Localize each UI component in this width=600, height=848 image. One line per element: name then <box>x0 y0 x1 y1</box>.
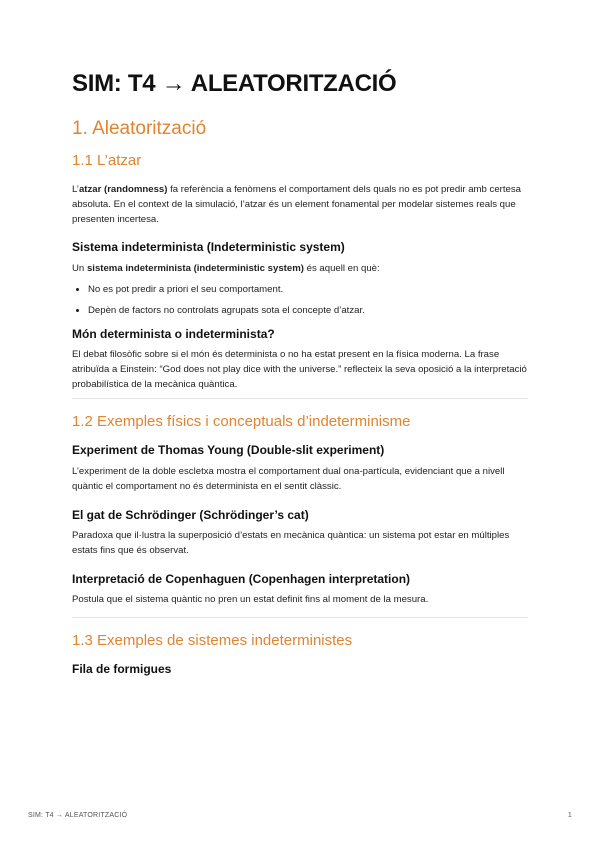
paragraph-atzar: L’atzar (randomness) fa referència a fenòmens el comportament dels quals no es pot predir amb certesa absoluta. En el context de la simulació, l’atzar és un element fonamental per modelar sistemes reals que presenten incertesa. <box>72 184 521 226</box>
document-title: SIM: T4 → ALEATORITZACIÓ <box>72 70 397 97</box>
bullet-list <box>72 282 528 318</box>
heading-copenhaguen: Interpretació de Copenhaguen (Copenhagen interpretation) <box>72 571 411 586</box>
subsection-heading-exemples-fisics: 1.2 Exemples físics i conceptuals d’indeterminisme <box>72 413 411 431</box>
section-divider <box>72 617 528 618</box>
heading-sistema-indeterminista: Sistema indeterminista (Indeterministic system) <box>72 240 345 255</box>
section-divider <box>72 398 528 399</box>
heading-mon-determinista: Món determinista o indeterminista? <box>72 326 275 341</box>
paragraph-copenhaguen: Postula que el sistema quàntic no pren un estat definit fins al moment de la mesura. <box>72 594 429 606</box>
heading-schrodinger: El gat de Schrödinger (Schrödinger’s cat) <box>72 507 309 522</box>
document-page <box>72 70 528 683</box>
bold-term-atzar: atzar (randomness) <box>78 184 168 196</box>
subsection-heading-sistemes-indeterministes: 1.3 Exemples de sistemes indeterministes <box>72 632 353 650</box>
paragraph-young: L’experiment de la doble escletxa mostra el comportament dual ona-partícula, evidenciant que a nivell quàntic el comportament no és determinista en el sentit clàssic. <box>72 465 505 492</box>
list-item: • Depèn de factors no controlats agrupats sota el concepte d’atzar. <box>88 303 528 318</box>
page-footer <box>28 812 572 819</box>
page-number: 1 <box>567 812 572 819</box>
footer-title: SIM: T4 → ALEATORITZACIÓ <box>28 812 128 819</box>
paragraph-schrodinger: Paradoxa que il·lustra la superposició d’estats en mecànica quàntica: un sistema pot estar en múltiples estats fins que és observat. <box>72 529 510 556</box>
paragraph-mon-determinista: El debat filosòfic sobre si el món és determinista o no ha estat present en la física moderna. La frase atribuïda a Einstein: “God does not play dice with the universe.” reflecteix la seva oposició a la interpretació probabilística de la mecànica quàntica. <box>72 349 527 391</box>
heading-fila-formigues: Fila de formigues <box>72 662 172 677</box>
subsection-heading-atzar: 1.1 L’atzar <box>72 152 142 170</box>
heading-young: Experiment de Thomas Young (Double-slit experiment) <box>72 443 385 458</box>
paragraph-sistema-indeterminista: Un sistema indeterminista (indeterministic system) és aquell en què: <box>72 262 380 274</box>
list-item: • No es pot predir a priori el seu comportament. <box>88 282 528 297</box>
bold-term-sistema: sistema indeterminista (indeterministic system) <box>86 262 304 274</box>
section-heading-aleatoritzacio: 1. Aleatorització <box>72 117 207 139</box>
